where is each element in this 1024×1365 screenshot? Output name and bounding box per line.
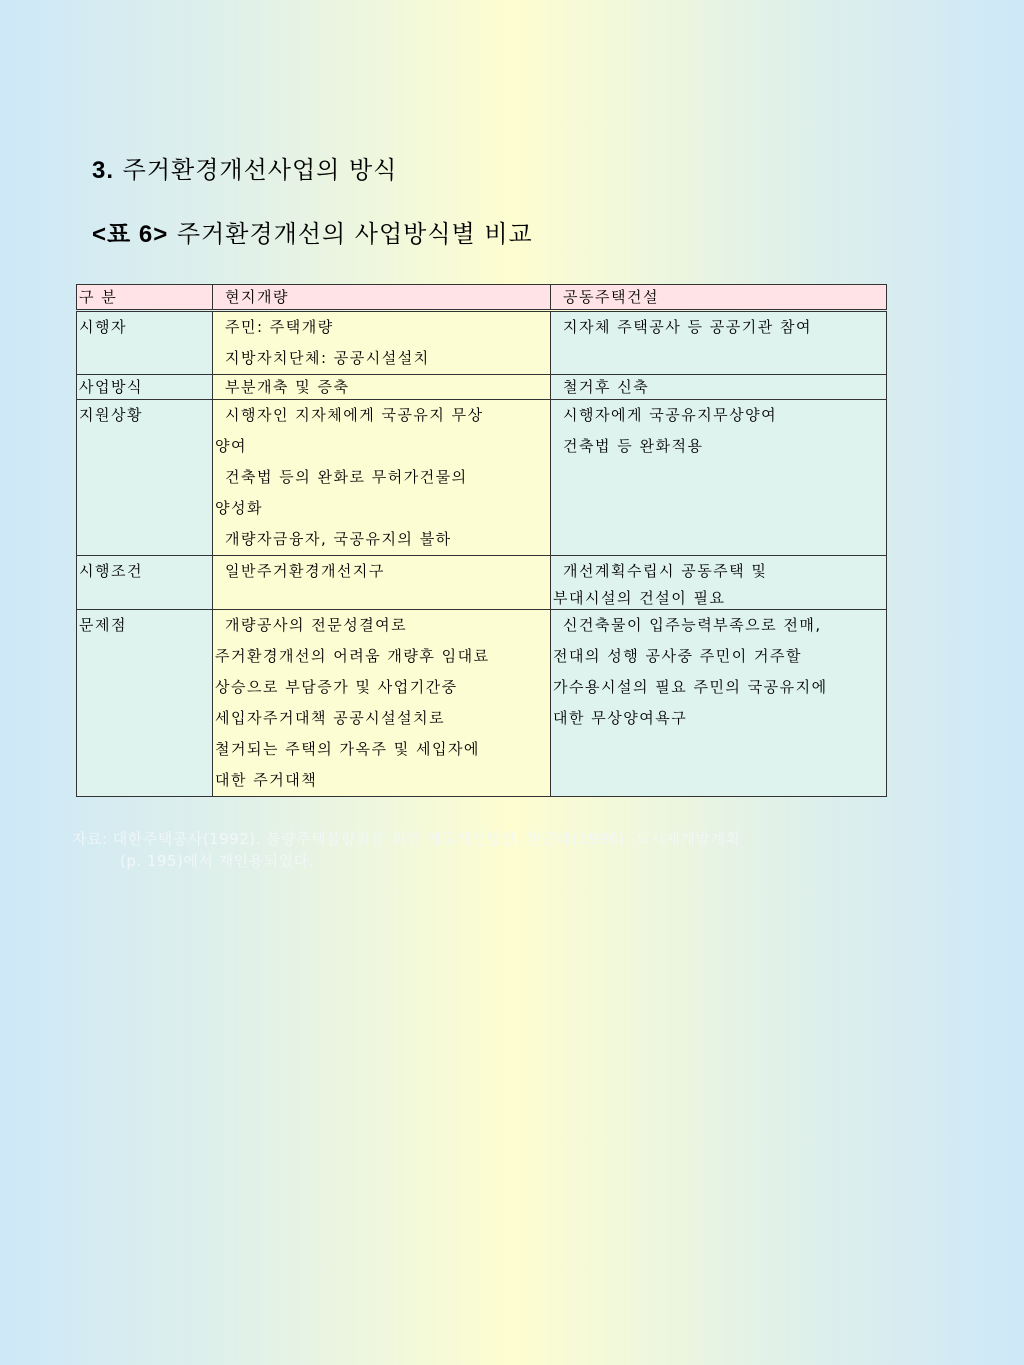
row-label: 지원상황	[77, 400, 213, 556]
table-row	[77, 610, 887, 797]
header-onsite-improvement: 현지개량	[213, 285, 551, 311]
cell-apartment: 시행자에게 국공유지무상양여 건축법 등 완화적용	[551, 400, 887, 556]
cell-apartment: 신건축물이 입주능력부족으로 전매, 전대의 성행 공사중 주민이 거주할 가수용시설의 필요 주민의 국공유지에 대한 무상양여욕구	[551, 610, 887, 797]
table-title: 주거환경개선의 사업방식별 비교	[176, 220, 533, 248]
cell-onsite: 부분개축 및 증축	[213, 375, 551, 400]
header-category: 구 분	[77, 285, 213, 311]
table-row	[77, 556, 887, 610]
section-number: 3.	[92, 157, 115, 184]
source-line-2: (p. 195)에서 재인용되었다.	[120, 852, 314, 870]
source-note	[72, 828, 740, 872]
cell-apartment: 지자체 주택공사 등 공공기관 참여	[551, 311, 887, 375]
cell-onsite: 주민: 주택개량 지방자치단체: 공공시설설치	[213, 311, 551, 375]
table-header-row	[77, 285, 887, 311]
row-label: 시행자	[77, 311, 213, 375]
table-row	[77, 375, 887, 400]
cell-apartment: 개선계획수립시 공동주택 및 부대시설의 건설이 필요	[551, 556, 887, 610]
table-row	[77, 311, 887, 375]
cell-onsite: 개량공사의 전문성결여로 주거환경개선의 어려움 개량후 임대료 상승으로 부담증가 및 사업기간중 세입자주거대책 공공시설설치로 철거되는 주택의 가옥주 및 세입자에 대한 주거대책	[213, 610, 551, 797]
table-number: <표 6>	[92, 221, 169, 248]
row-label: 문제점	[77, 610, 213, 797]
table-row	[77, 400, 887, 556]
comparison-table	[76, 284, 887, 797]
source-line-1: 자료: 대한주택공사(1992). 불량주택불량화를 위한 제도개선방안. 한근배(1996). 도시재개발계획	[72, 830, 741, 848]
table-caption	[92, 214, 533, 249]
row-label: 사업방식	[77, 375, 213, 400]
section-heading	[92, 150, 397, 185]
header-apartment-construction: 공동주택건설	[551, 285, 887, 311]
cell-apartment: 철거후 신축	[551, 375, 887, 400]
section-title: 주거환경개선사업의 방식	[122, 156, 398, 184]
cell-onsite: 일반주거환경개선지구	[213, 556, 551, 610]
row-label: 시행조건	[77, 556, 213, 610]
cell-onsite: 시행자인 지자체에게 국공유지 무상 양여 건축법 등의 완화로 무허가건물의 양성화 개량자금융자, 국공유지의 불하	[213, 400, 551, 556]
